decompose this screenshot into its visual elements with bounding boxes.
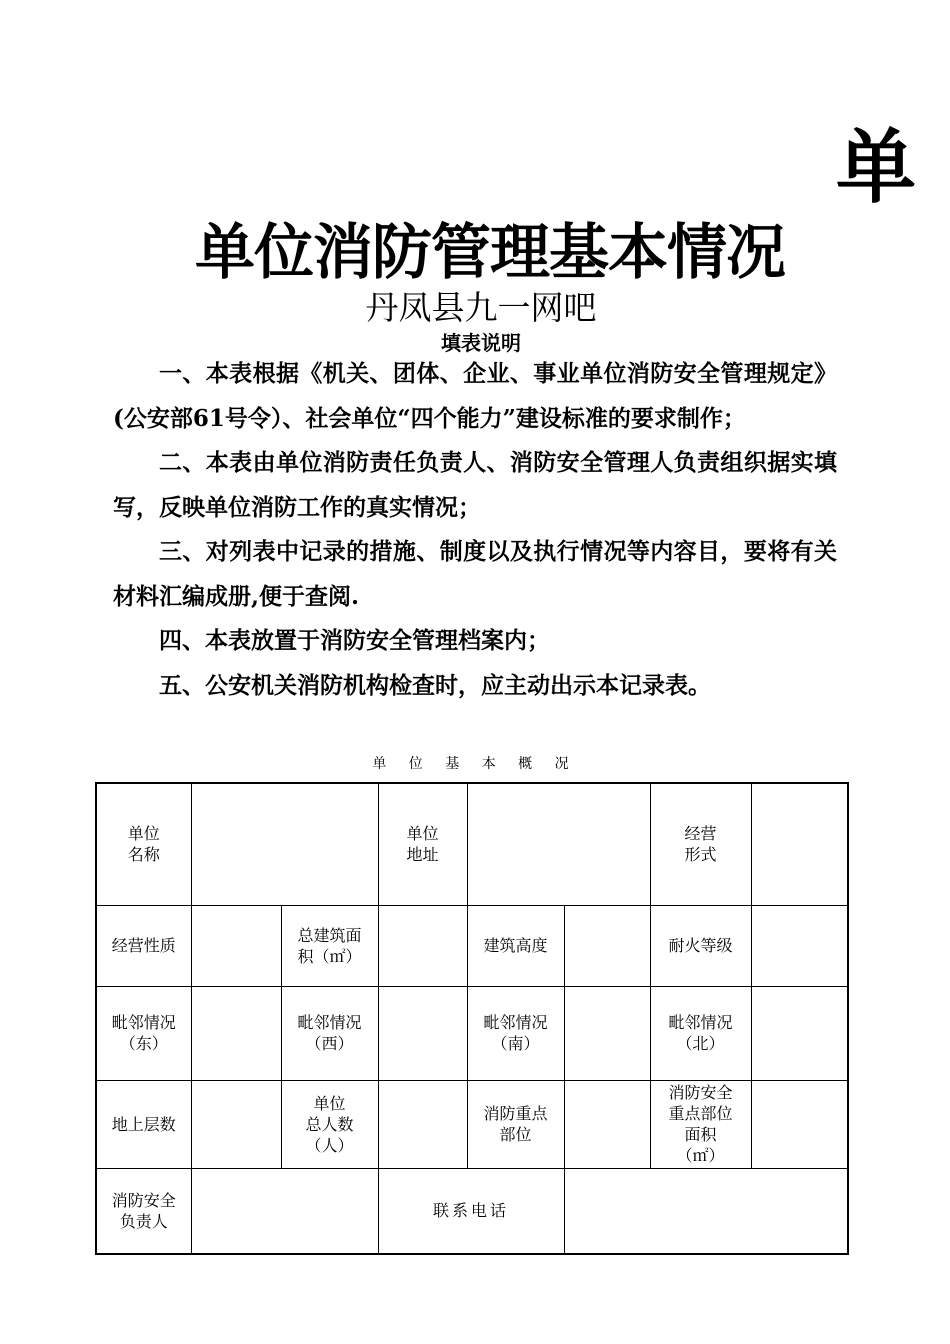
label-key-area-size: 消防安全 重点部位 面积 （㎡）	[650, 1080, 751, 1168]
value-adjacent-south[interactable]	[564, 986, 650, 1080]
instructions-list	[113, 352, 837, 708]
label-safety-person: 消防安全 负责人	[96, 1168, 191, 1254]
label-adjacent-west: 毗邻情况 （西）	[281, 986, 378, 1080]
label-business-form: 经营 形式	[650, 783, 751, 905]
instruction-item-1: 一、本表根据《机关、团体、企业、事业单位消防安全管理规定》(公安部61号令）、社会单位“四个能力”建设标准的要求制作；	[113, 360, 837, 432]
label-fire-rating: 耐火等级	[650, 905, 751, 986]
unit-info-table	[95, 782, 849, 1255]
value-adjacent-west[interactable]	[378, 986, 467, 1080]
label-building-height: 建筑高度	[467, 905, 564, 986]
table-row	[96, 986, 848, 1080]
label-adjacent-north: 毗邻情况 （北）	[650, 986, 751, 1080]
label-total-area: 总建筑面 积（㎡）	[281, 905, 378, 986]
value-phone[interactable]	[564, 1168, 848, 1254]
label-business-nature: 经营性质	[96, 905, 191, 986]
value-floors-above[interactable]	[191, 1080, 281, 1168]
table-row	[96, 783, 848, 905]
label-key-fire-area: 消防重点 部位	[467, 1080, 564, 1168]
label-floors-above: 地上层数	[96, 1080, 191, 1168]
value-adjacent-north[interactable]	[751, 986, 848, 1080]
value-business-nature[interactable]	[191, 905, 281, 986]
value-unit-name[interactable]	[191, 783, 378, 905]
label-adjacent-south: 毗邻情况 （南）	[467, 986, 564, 1080]
value-key-area-size[interactable]	[751, 1080, 848, 1168]
instruction-item-2: 二、本表由单位消防责任负责人、消防安全管理人负责组织据实填写，反映单位消防工作的真实情况；	[113, 449, 837, 521]
instruction-item-3: 三、对列表中记录的措施、制度以及执行情况等内容目，要将有关材料汇编成册,便于查阅.	[113, 538, 837, 610]
value-business-form[interactable]	[751, 783, 848, 905]
value-unit-address[interactable]	[467, 783, 650, 905]
value-total-staff[interactable]	[378, 1080, 467, 1168]
corner-heading-char: 单	[836, 121, 916, 214]
value-safety-person[interactable]	[191, 1168, 378, 1254]
value-total-area[interactable]	[378, 905, 467, 986]
instruction-item-5: 五、公安机关消防机构检查时，应主动出示本记录表。	[159, 671, 711, 699]
table-row	[96, 905, 848, 986]
page-title: 单位消防管理基本情况	[195, 218, 785, 288]
value-adjacent-east[interactable]	[191, 986, 281, 1080]
table-caption: 单 位 基 本 概 况	[372, 756, 578, 772]
instruction-item-4: 四、本表放置于消防安全管理档案内；	[159, 627, 550, 654]
label-unit-address: 单位 地址	[378, 783, 467, 905]
table-row	[96, 1080, 848, 1168]
label-adjacent-east: 毗邻情况 （东）	[96, 986, 191, 1080]
label-unit-name: 单位 名称	[96, 783, 191, 905]
label-phone: 联系电话	[378, 1168, 564, 1254]
table-row	[96, 1168, 848, 1254]
instructions-heading: 填表说明	[441, 331, 521, 355]
value-building-height[interactable]	[564, 905, 650, 986]
value-key-fire-area[interactable]	[564, 1080, 650, 1168]
label-total-staff: 单位 总人数 （人）	[281, 1080, 378, 1168]
value-fire-rating[interactable]	[751, 905, 848, 986]
unit-name-subtitle: 丹凤县九一网吧	[365, 288, 597, 327]
